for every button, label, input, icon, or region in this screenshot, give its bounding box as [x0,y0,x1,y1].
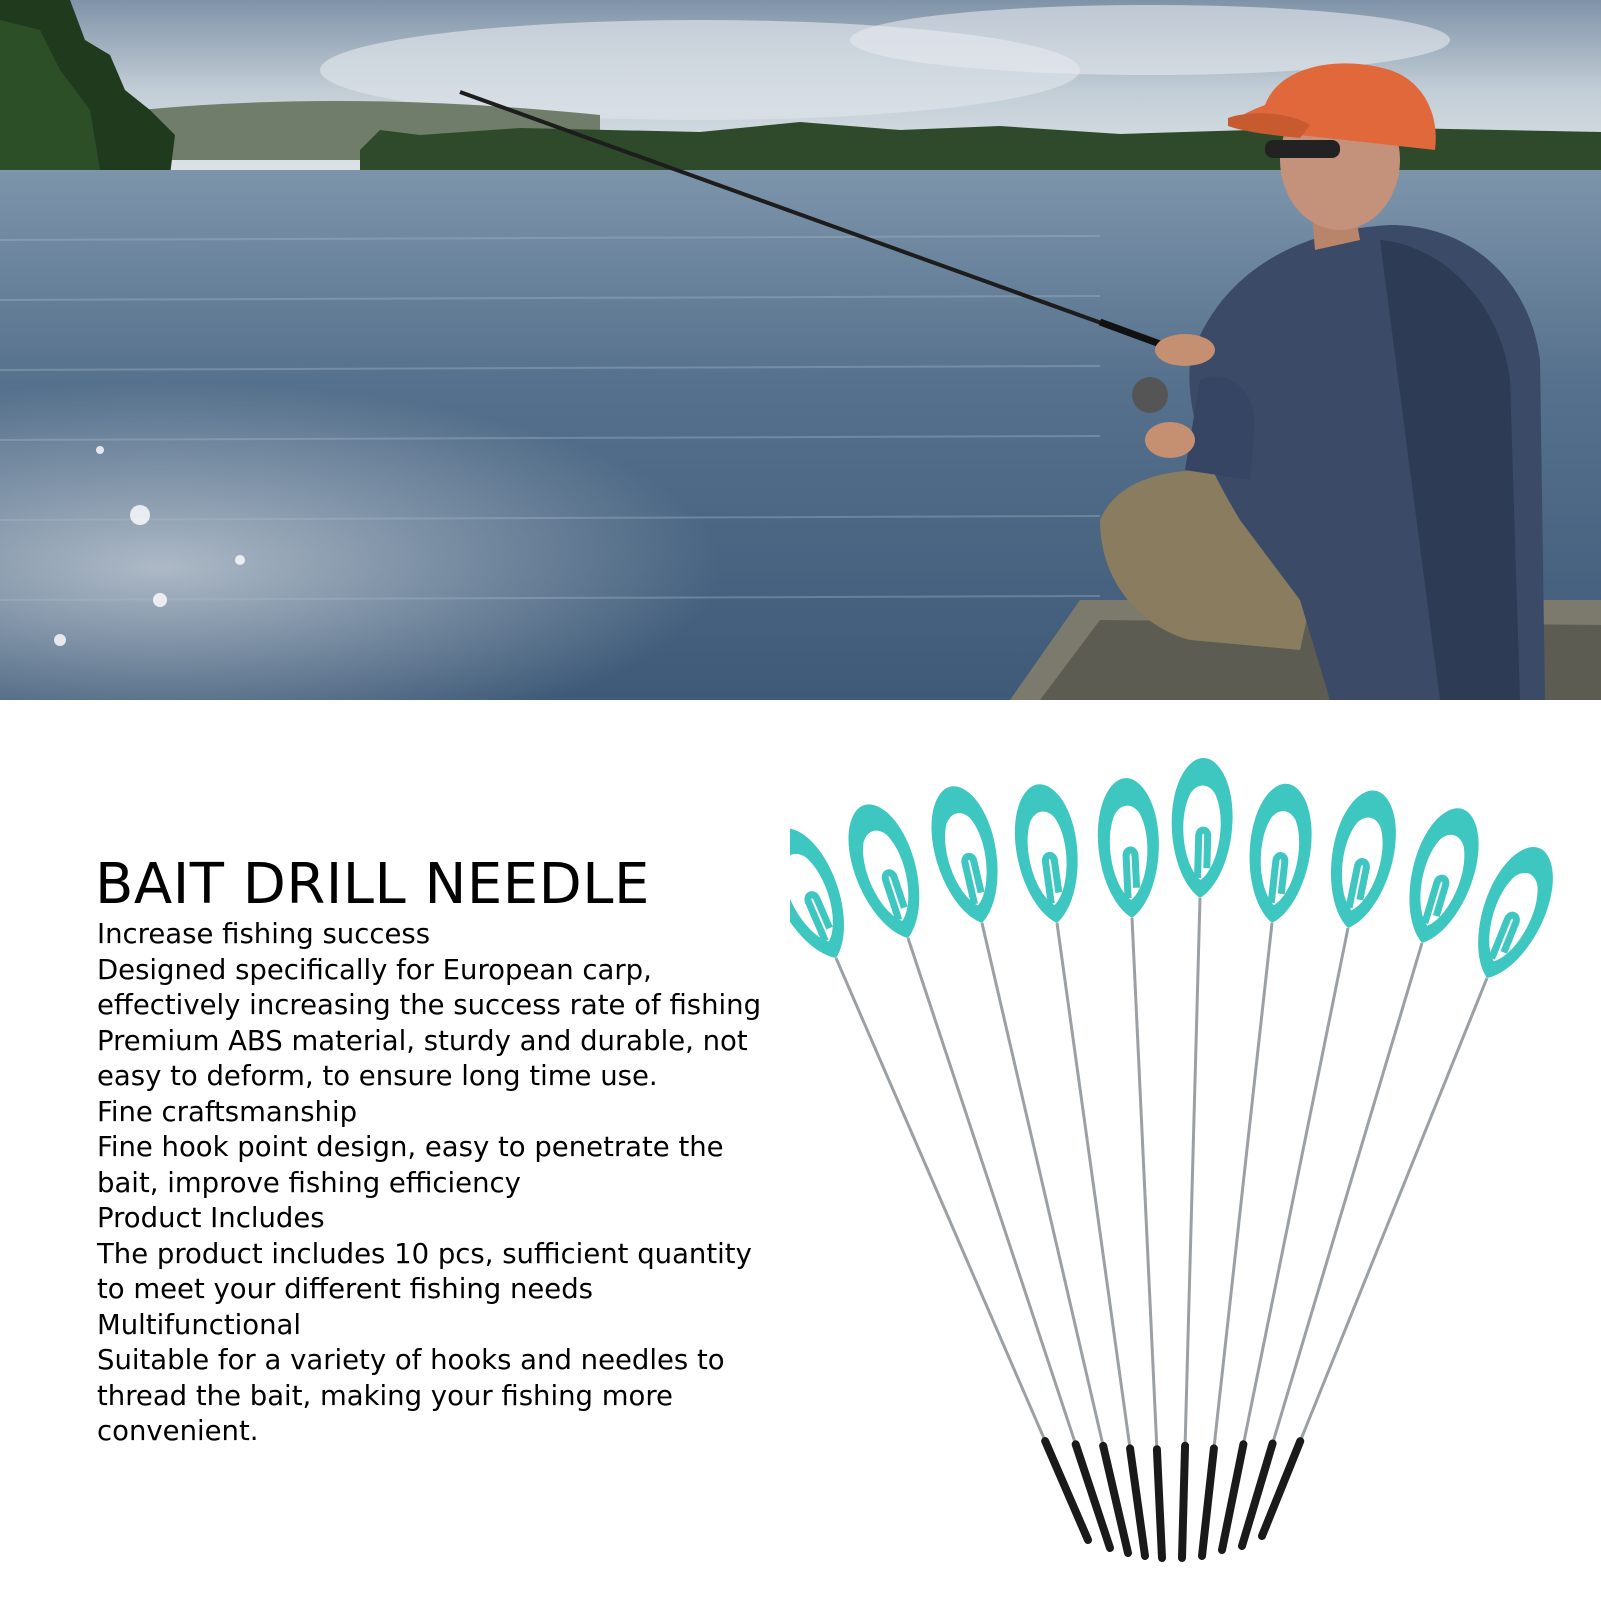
bait-needle [1262,837,1568,1536]
feature-line: bait, improve fishing efficiency [97,1166,521,1199]
feature-line: Fine craftsmanship [97,1095,358,1128]
feature-line: easy to deform, to ensure long time use. [97,1060,658,1092]
hero-image [0,0,1601,700]
feature-line: Premium ABS material, sturdy and durable, not [97,1024,748,1057]
feature-line: Product Includes [97,1202,325,1234]
feature-line: Fine hook point design, easy to penetrate the [97,1131,724,1163]
feature-line: Multifunctional [97,1308,302,1341]
feature-line: Increase fishing success [97,918,431,950]
feature-line: thread the bait, making your fishing more [97,1379,673,1412]
feature-line: Designed specifically for European carp, [97,953,652,986]
bait-needle [1170,757,1235,1558]
bait-needle [1222,785,1406,1550]
feature-line: to meet your different fishing needs [97,1273,594,1305]
product-image [790,718,1580,1598]
feature-line: effectively increasing the success rate of fishing [97,989,762,1021]
bait-needle [790,817,1088,1540]
feature-line: convenient. [97,1415,259,1447]
feature-list [97,917,817,1450]
product-title: BAIT DRILL NEEDLE [95,852,650,917]
feature-line: Suitable for a variety of hooks and needles to [97,1344,725,1376]
feature-line: The product includes 10 pcs, sufficient quantity [97,1237,752,1270]
bait-needle [921,780,1128,1553]
